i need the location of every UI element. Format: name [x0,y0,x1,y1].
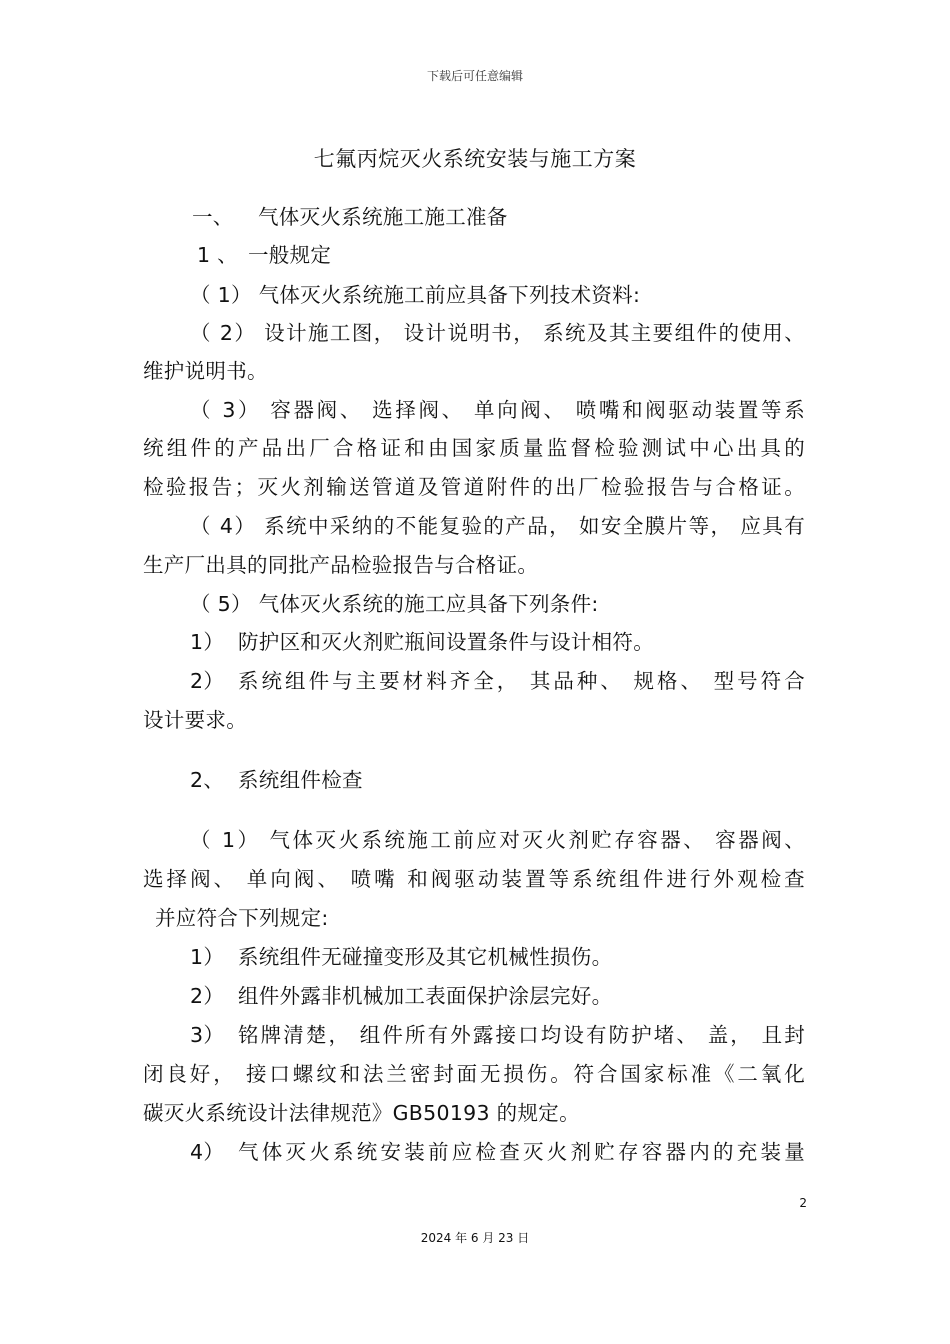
paragraph-5: （ 5） 气体灭火系统的施工应具备下列条件: [190,592,599,616]
paragraph-3-line-1: （ 3） 容器阀、 选择阀、 单向阀、 喷嘴和阀驱动装置等系 [190,398,805,422]
paragraph-2-line-1: （ 2） 设计施工图， 设计说明书， 系统及其主要组件的使用、 [190,321,805,345]
q-item-4-text: 气体灭火系统安装前应检查灭火剂贮存容器内的充装量 [238,1140,805,1164]
subsection-2-number: 2、 [190,768,225,792]
subsection-2-heading: 系统组件检查 [238,768,363,792]
p5-item-2-continuation: 设计要求。 [143,708,247,732]
header-note: 下载后可任意编辑 [426,69,523,83]
section-1-number: 一、 [192,205,234,229]
subsection-1-heading: 一般规定 [248,243,332,267]
section-1-heading: 气体灭火系统施工施工准备 [258,205,508,229]
document-title: 七氟丙烷灭火系统安装与施工方案 [313,147,637,171]
paragraph-3-line-2: 统组件的产品出厂合格证和由国家质量监督检验测试中心出具的 [143,436,805,460]
paragraph-3-line-3: 检验报告；灭火剂输送管道及管道附件的出厂检验报告与合格证。 [143,475,805,499]
paragraph-4-line-2: 生产厂出具的同批产品检验报告与合格证。 [143,553,539,577]
q1-line-2: 选择阀、 单向阀、 喷嘴 和阀驱动装置等系统组件进行外观检查 [143,867,805,891]
paragraph-1: （ 1） 气体灭火系统施工前应具备下列技术资料: [190,283,641,307]
q-item-3-number: 3） [190,1023,225,1047]
q-item-3-continuation-1: 闭良好， 接口螺纹和法兰密封面无损伤。符合国家标准《二氧化 [143,1062,805,1086]
footer-date: 2024 年 6 月 23 日 [420,1231,530,1245]
q-item-2-number: 2） [190,984,225,1008]
p5-item-1-number: 1） [190,630,225,654]
paragraph-4-line-1: （ 4） 系统中采纳的不能复验的产品， 如安全膜片等， 应具有 [190,514,805,538]
q-item-4-number: 4） [190,1140,225,1164]
p5-item-2-number: 2） [190,669,225,693]
subsection-1-number: 1 、 [197,243,238,267]
q1-line-3: 并应符合下列规定: [155,906,329,930]
q1-line-1: （ 1） 气体灭火系统施工前应对灭火剂贮存容器、 容器阀、 [190,828,805,852]
q-item-3-text: 铭牌清楚， 组件所有外露接口均设有防护堵、 盖， 且封 [238,1023,805,1047]
q-item-1-text: 系统组件无碰撞变形及其它机械性损伤。 [238,945,613,969]
p5-item-2-text: 系统组件与主要材料齐全， 其品种、 规格、 型号符合 [238,669,805,693]
p5-item-1-text: 防护区和灭火剂贮瓶间设置条件与设计相符。 [238,630,654,654]
q-item-1-number: 1） [190,945,225,969]
page-number: 2 [799,1196,807,1210]
paragraph-2-line-2: 维护说明书。 [143,359,268,383]
q-item-3-continuation-2: 碳灭火系统设计法律规范》GB50193 的规定。 [143,1101,580,1125]
q-item-2-text: 组件外露非机械加工表面保护涂层完好。 [238,984,613,1008]
